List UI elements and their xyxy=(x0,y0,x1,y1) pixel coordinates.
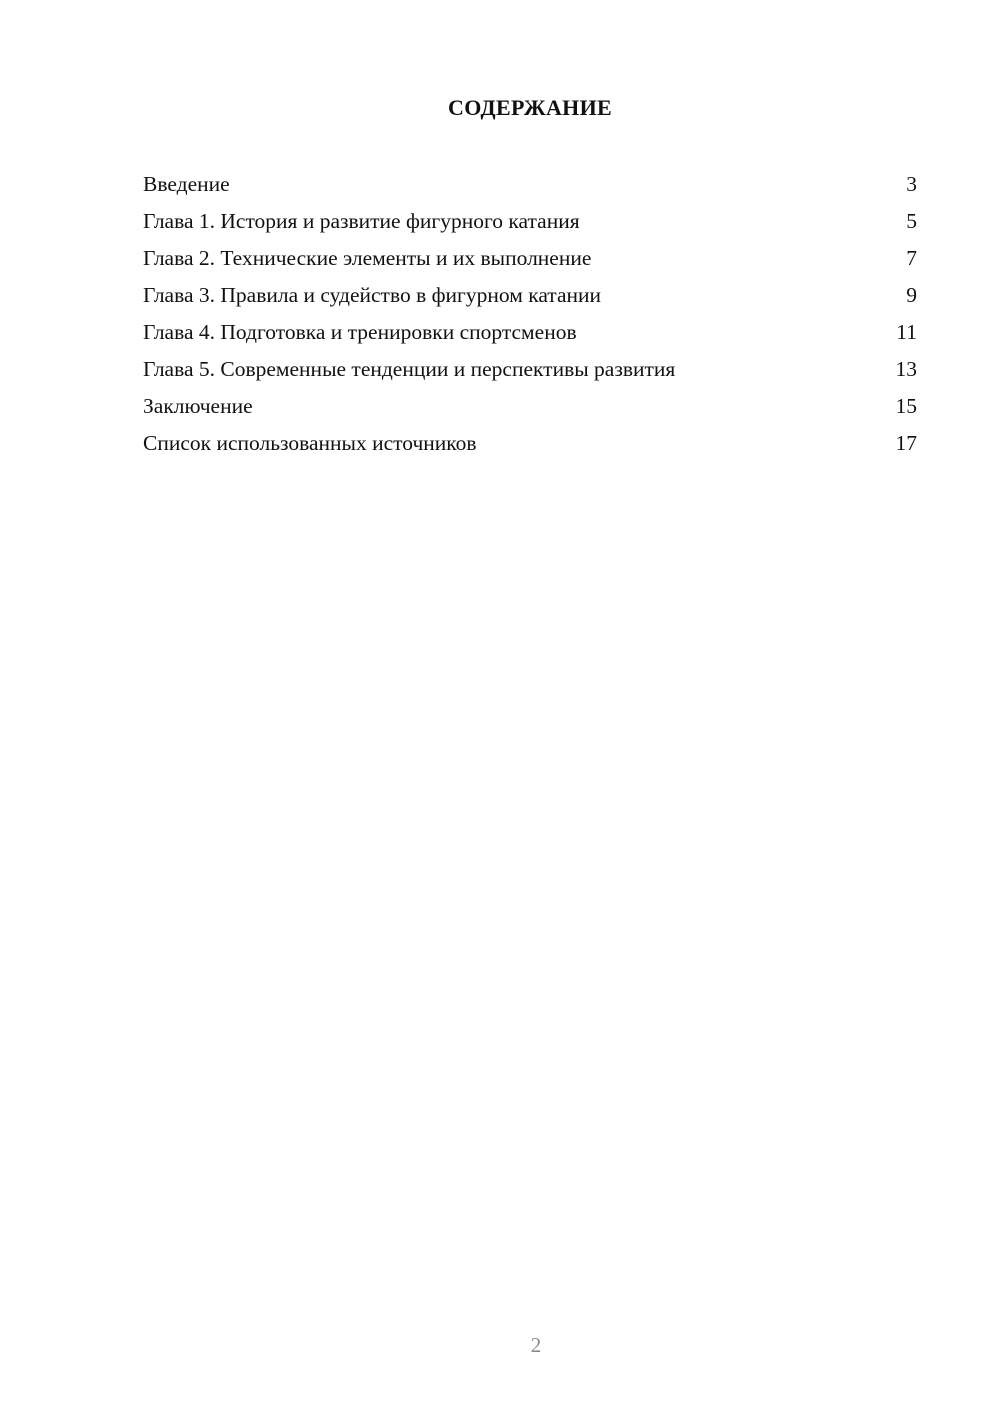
toc-entry-page: 7 xyxy=(906,246,917,270)
toc-entry-title: Введение xyxy=(143,172,230,196)
toc-entry-page: 15 xyxy=(895,394,917,418)
toc-entry-page: 5 xyxy=(906,209,917,233)
toc-entry-page: 11 xyxy=(896,320,917,344)
table-of-contents xyxy=(143,166,917,462)
toc-entry xyxy=(143,314,917,351)
toc-entry-page: 13 xyxy=(895,357,917,381)
toc-entry-page: 3 xyxy=(906,172,917,196)
page-title: СОДЕРЖАНИЕ xyxy=(448,95,612,120)
toc-entry-title: Заключение xyxy=(143,394,253,418)
toc-entry-title: Глава 1. История и развитие фигурного катания xyxy=(143,209,580,233)
toc-entry-title: Глава 4. Подготовка и тренировки спортсменов xyxy=(143,320,577,344)
toc-entry-title: Глава 2. Технические элементы и их выполнение xyxy=(143,246,592,270)
toc-entry xyxy=(143,166,917,203)
page-number: 2 xyxy=(530,1333,542,1357)
toc-entry xyxy=(143,277,917,314)
toc-entry-page: 9 xyxy=(906,283,917,307)
toc-entry-page: 17 xyxy=(895,431,917,455)
toc-entry xyxy=(143,351,917,388)
toc-entry-title: Глава 3. Правила и судейство в фигурном катании xyxy=(143,283,602,307)
toc-entry xyxy=(143,203,917,240)
toc-entry xyxy=(143,240,917,277)
toc-entry-title: Глава 5. Современные тенденции и перспективы развития xyxy=(143,357,676,381)
toc-entry xyxy=(143,388,917,425)
toc-entry xyxy=(143,425,917,462)
toc-entry-title: Список использованных источников xyxy=(143,431,477,455)
